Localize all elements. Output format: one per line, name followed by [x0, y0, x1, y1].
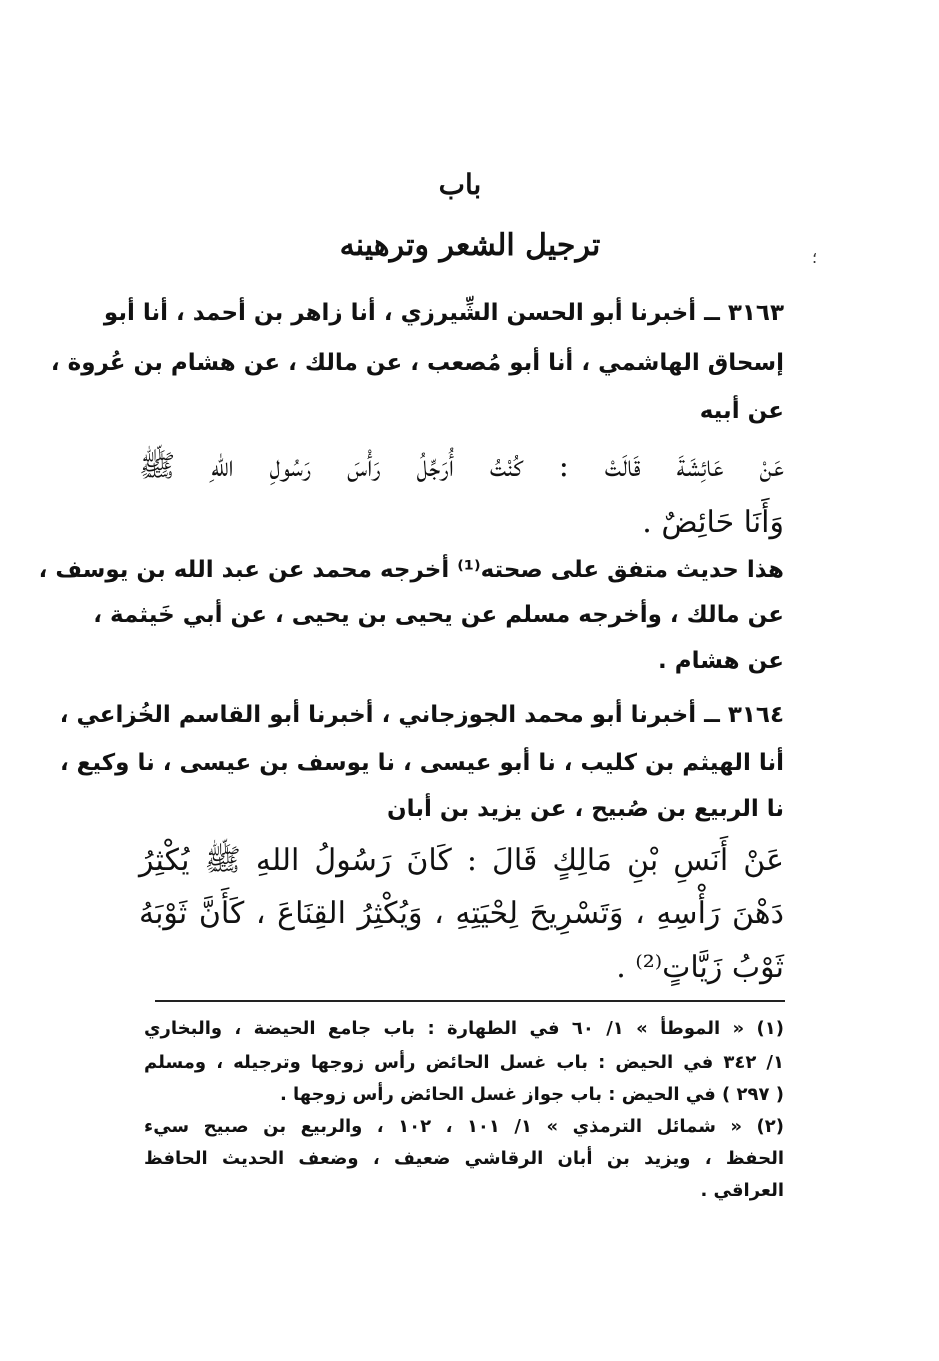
matn-line: ثَوْبُ زَيَّاتٍ⁽²⁾ . — [616, 950, 784, 985]
isnad-line: أنا الهيثم بن كليب ، نا أبو عيسى ، نا يوسف بن عيسى ، نا وكيع ، — [59, 750, 784, 776]
isnad-line: عن أبيه — [699, 398, 784, 424]
takhrij-line: هذا حديث متفق على صحته⁽¹⁾ أخرجه محمد عن عبد الله بن يوسف ، — [38, 557, 784, 583]
takhrij-line: عن هشام . — [657, 648, 784, 674]
isnad-line: ٣١٦٣ ــ أخبرنا أبو الحسن الشِّيرزي ، أنا زاهر بن أحمد ، أنا أبو — [103, 300, 784, 326]
footnote-line: العراقي . — [700, 1180, 784, 1201]
isnad-line: إسحاق الهاشمي ، أنا أبو مُصعب ، عن مالك ، عن هشام بن عُروة ، — [50, 350, 784, 376]
chapter-label: باب — [438, 168, 482, 201]
footnote-line: (٢) « شمائل الترمذي » ١/ ١٠١ ، ١٠٢ ، والربيع بن صبيح سيء — [144, 1116, 785, 1137]
matn-line: وَأَنَا حَائِضٌ . — [642, 505, 784, 540]
matn-line: عَنْ أَنَسِ بْنِ مَالِكٍ قَالَ : كَانَ رَسُولُ اللهِ ﷺ يُكْثِرُ — [139, 843, 784, 878]
matn-line: عَنْ عَائِشَةَ قَالَتْ : كُنْتُ أُرَجِّلُ رَأْسَ رَسُولِ اللهِ ﷺ — [139, 449, 784, 484]
footnote-line: (١) « الموطأ » ١/ ٦٠ في الطهارة : باب جامع الحيضة ، والبخاري — [144, 1018, 785, 1039]
footnote-line: الحفظ ، ويزيد بن أبان الرقاشي ضعيف ، وضعف الحديث الحافظ — [144, 1148, 784, 1169]
footnote-line: ١/ ٣٤٢ في الحيض : باب غسل الحائض رأس زوجها وترجيله ، ومسلم — [144, 1052, 784, 1073]
isnad-line: ٣١٦٤ ــ أخبرنا أبو محمد الجوزجاني ، أخبرنا أبو القاسم الخُزاعي ، — [59, 702, 784, 728]
footnote-line: ( ٢٩٧ ) في الحيض : باب جواز غسل الحائض رأس زوجها . — [279, 1084, 784, 1105]
takhrij-line: عن مالك ، وأخرجه مسلم عن يحيى بن يحيى ، عن أبي خَيثمة ، — [93, 602, 784, 628]
isnad-line: نا الربيع بن صُبيح ، عن يزيد بن أبان — [387, 796, 784, 822]
footnote-divider — [155, 1000, 785, 1002]
chapter-title: ترجيل الشعر وترهينه — [339, 228, 601, 263]
margin-mark: ؛ — [812, 248, 818, 267]
matn-line: دَهْنَ رَأْسِهِ ، وَتَسْرِيحَ لِحْيَتِهِ ، وَيُكْثِرُ القِنَاعَ ، كَأَنَّ ثَوْبَهُ — [139, 896, 784, 931]
